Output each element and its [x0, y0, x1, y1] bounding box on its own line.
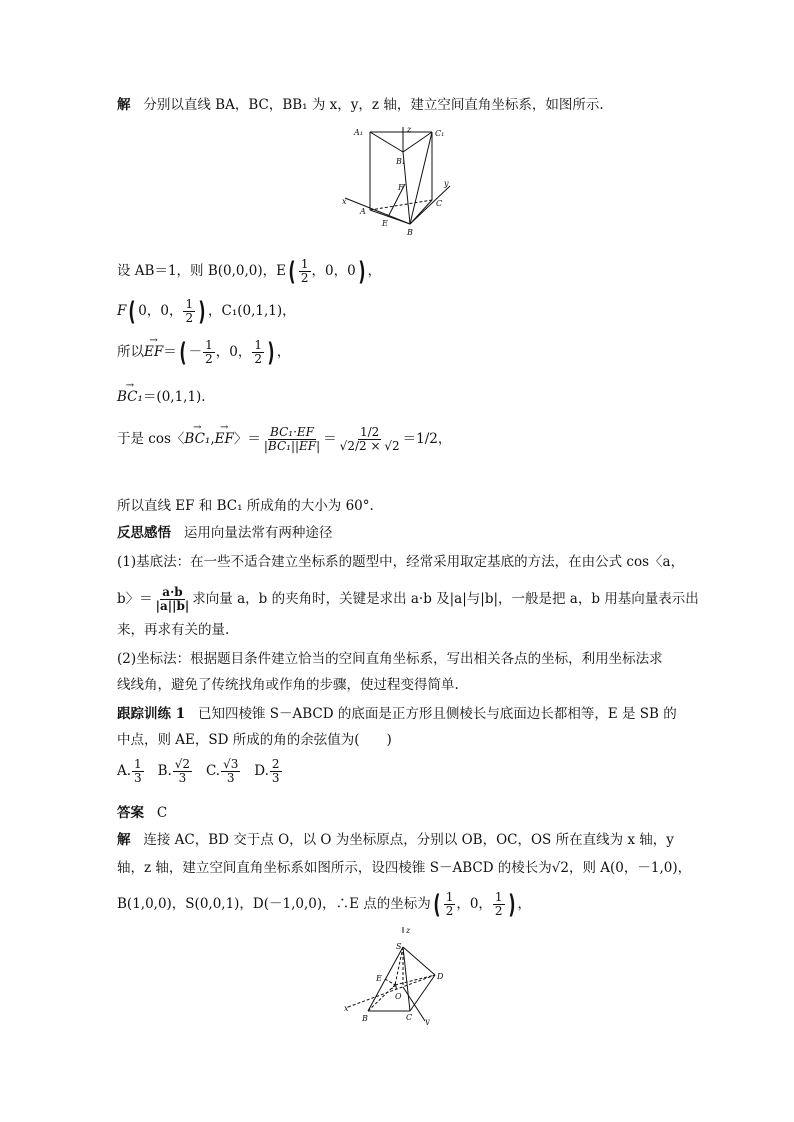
reflection-p1-line1: (1)基底法：在一些不适合建立坐标系的题型中，经常采用取定基底的方法，在由公式 cos〈a， — [117, 554, 685, 570]
label-E: E — [376, 974, 382, 983]
solution2-line1: 解 连接 AC，BD 交于点 O，以 O 为坐标原点，分别以 OB，OC，OS 所在直线为 x 轴，y — [117, 832, 674, 848]
solution1-intro-text: 分别以直线 BA，BC，BB₁ 为 x，y，z 轴，建立空间直角坐标系，如图所示. — [143, 97, 604, 113]
cos-fraction-2: $\frac{1/2}{√2/2 \times √2}$ — [339, 425, 400, 453]
exercise-options — [117, 758, 283, 785]
solution2-line3: B(1,0,0)，S(0,0,1)，D(－1,0,0)，∴E 点的坐标为( $\frac{1}{2}$ ，0， $\frac{1}{2}$ ) ， — [117, 889, 531, 920]
label-x: x — [342, 197, 347, 206]
edge-SC — [403, 947, 410, 1011]
axis-y — [410, 186, 450, 224]
solution1-cos-line: 于是 cos〈→ BC₁,→ EF〉＝ $\frac{\text{BC₁·EF}}{\text{|BC₁||EF|}}$ ＝ $\frac{1/2}{√2/2 \times √2}$ ＝1/2， — [117, 426, 451, 453]
label-S: S — [396, 942, 402, 951]
label-A1: A₁ — [354, 128, 363, 137]
label-B: B — [407, 228, 413, 237]
label-z: z — [407, 125, 412, 134]
label-B1: B₁ — [396, 157, 406, 166]
figure-pyramid — [340, 925, 460, 1025]
label-A: A — [360, 207, 366, 216]
F-z-frac: $\frac{1}{2}$ — [185, 297, 194, 325]
label-E: E — [382, 219, 388, 228]
label-C: C — [406, 1013, 413, 1022]
answer-line: 答案 C — [117, 805, 168, 821]
label-y: y — [425, 1017, 430, 1025]
edge-A1B1 — [370, 132, 403, 152]
edge-AC-dashed — [370, 200, 432, 210]
cos-fraction: $\frac{\text{BC₁·EF}}{\text{|BC₁||EF|}}$ — [263, 425, 321, 453]
edge-SD — [403, 947, 435, 975]
label-x: x — [344, 1004, 349, 1013]
label-z: z — [406, 926, 411, 935]
label-O: O — [395, 992, 402, 1001]
exercise-line2: 中点，则 AE，SD 所成的角的余弦值为( ) — [117, 732, 392, 748]
solution-label: 解 — [117, 97, 131, 113]
edge-CD — [410, 975, 435, 1011]
option-A: A. $\frac{1}{3}$ — [117, 757, 142, 785]
vector-EF: → EF — [144, 343, 163, 361]
label-C1: C₁ — [435, 129, 445, 138]
reflection-p2-line2: 线线角，避免了传统找角或作角的步骤，使过程变得简单. — [117, 677, 459, 693]
solution2-line2: 轴，z 轴，建立空间直角坐标系如图所示，设四棱锥 S－ABCD 的棱长为√2，则 A(0，－1,0)， — [117, 860, 692, 876]
vector-BC1: → BC₁ — [117, 388, 143, 406]
label-y: y — [444, 179, 449, 188]
edge-SA — [395, 947, 403, 985]
answer-value: C — [156, 805, 168, 821]
label-D: D — [437, 972, 444, 981]
label-B: B — [362, 1014, 368, 1023]
solution1-intro — [117, 96, 604, 114]
axis-y-line — [348, 975, 435, 1007]
solution1-BC1-line: → BC₁＝(0,1,1). — [117, 388, 206, 406]
solution1-set-line: 设 AB＝1，则 B(0,0,0)，E( $\frac{1}{2}$ ，0，0) ， — [117, 256, 382, 287]
reflection-p2-line1: (2)坐标法：根据题目条件建立恰当的空间直角坐标系，写出相关各点的坐标，利用坐标法求 — [117, 651, 663, 667]
set-text: 设 AB＝1，则 B(0,0,0)，E — [117, 263, 287, 279]
figure-prism — [340, 122, 460, 237]
option-C: C. $\frac{√3}{3}$ — [205, 757, 239, 785]
axis-x — [345, 198, 410, 224]
reflection-header: 反思感悟 运用向量法常有两种途径 — [117, 525, 333, 541]
solution1-conclusion: 所以直线 EF 和 BC₁ 所成角的大小为 60°. — [117, 498, 374, 514]
exercise-line1: 跟踪训练 1 已知四棱锥 S－ABCD 的底面是正方形且侧棱长与底面边长都相等，E 是 SB 的 — [117, 706, 677, 722]
label-F: F — [398, 183, 404, 192]
E-x-frac: $\frac{1}{2}$ — [300, 257, 309, 285]
reflection-p1-line2: b〉＝ $\frac{a\cdot b}{|a||b|}$ 求向量 a，b 的夹角时，关键是求出 a·b 及|a|与|b|，一般是把 a，b 用基向量表示出 — [117, 585, 699, 613]
label-C: C — [436, 199, 443, 208]
option-D: D. $\frac{2}{3}$ — [254, 757, 280, 785]
solution1-EF-line: 所以→ EF＝( － $\frac{1}{2}$ ，0， $\frac{1}{2}$ ) ， — [117, 339, 290, 366]
segment-C1B — [410, 132, 432, 224]
label-A: A — [392, 982, 398, 991]
solution1-F-line: F( 0，0， $\frac{1}{2}$ ) ，C₁(0,1,1)， — [117, 296, 296, 327]
reflection-p1-line3: 来，再求有关的量. — [117, 622, 230, 638]
option-B: B. $\frac{√2}{3}$ — [157, 757, 191, 785]
